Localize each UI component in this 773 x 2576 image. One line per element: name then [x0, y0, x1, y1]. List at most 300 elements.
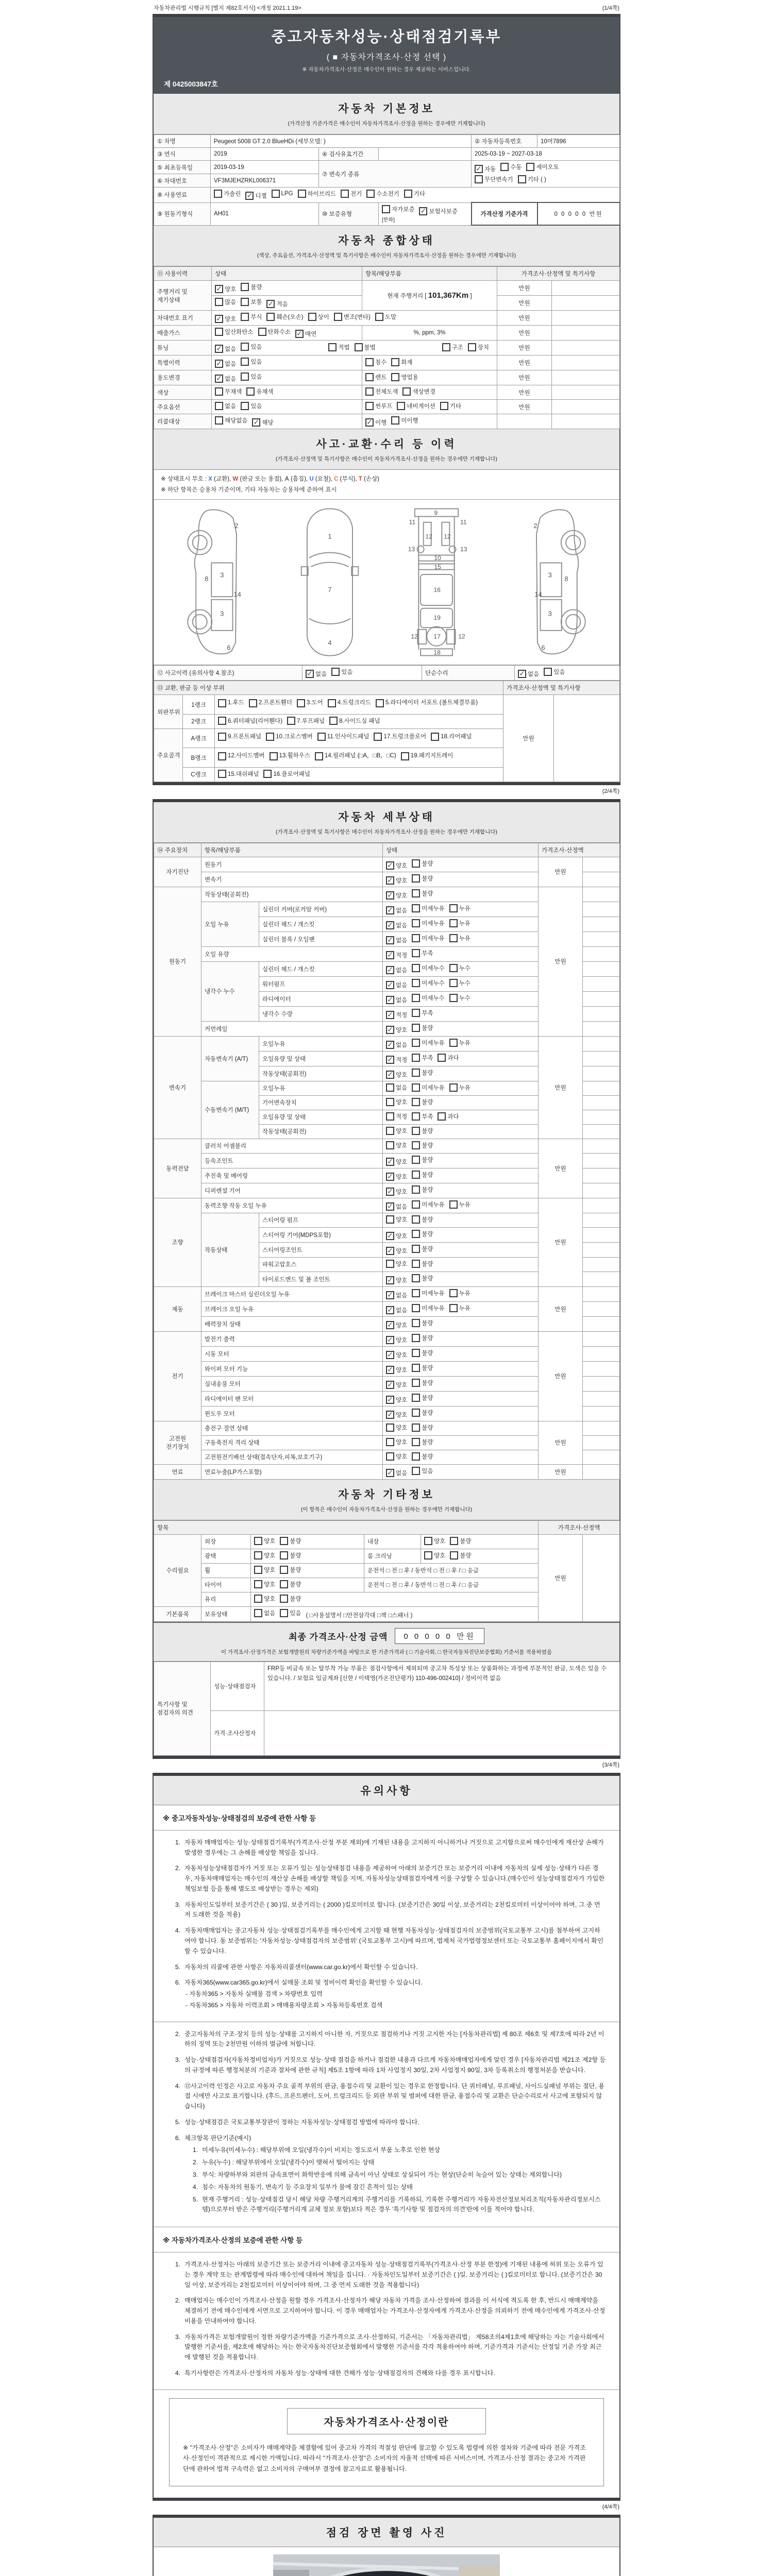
- checkbox-checked[interactable]: [518, 670, 539, 678]
- checkbox-unchecked[interactable]: [287, 717, 325, 725]
- checkbox-unchecked[interactable]: [355, 343, 376, 351]
- checkbox-unchecked[interactable]: [280, 1537, 301, 1545]
- checkbox-icon: [412, 1171, 420, 1179]
- checkbox-unchecked[interactable]: [449, 904, 470, 912]
- checkbox-unchecked[interactable]: [297, 697, 323, 709]
- checkbox-checked[interactable]: [386, 1247, 407, 1255]
- checkbox-unchecked[interactable]: [526, 163, 559, 171]
- detail-header: [154, 802, 619, 843]
- checkbox-unchecked[interactable]: [215, 328, 254, 336]
- checkbox-unchecked[interactable]: [328, 697, 371, 709]
- checkbox-unchecked[interactable]: [258, 328, 291, 336]
- checkbox-unchecked[interactable]: [449, 994, 470, 1002]
- checkbox-label: 5.라디에이터 서포트 (볼트체결부품): [385, 700, 478, 706]
- checkbox-unchecked[interactable]: [412, 1009, 433, 1017]
- checkbox-checked[interactable]: [386, 1158, 407, 1166]
- checkbox-unchecked[interactable]: [317, 731, 369, 743]
- checkbox-checked[interactable]: [386, 1202, 407, 1211]
- checkbox-unchecked[interactable]: [391, 373, 418, 381]
- svg-text:14: 14: [233, 590, 241, 599]
- checkbox-icon: ✓: [386, 1469, 394, 1477]
- checkbox-unchecked[interactable]: [365, 373, 386, 381]
- checkbox-unchecked[interactable]: [376, 697, 478, 709]
- checkbox-checked[interactable]: [266, 300, 288, 308]
- checkbox-unchecked[interactable]: [449, 1289, 470, 1297]
- checkbox-unchecked[interactable]: [365, 358, 386, 366]
- checkbox-checked[interactable]: [386, 1469, 407, 1477]
- checkbox-unchecked[interactable]: [438, 1112, 459, 1121]
- checkbox-icon: [254, 1595, 262, 1603]
- checkbox-checked[interactable]: [386, 876, 407, 885]
- checkbox-unchecked[interactable]: [449, 1304, 470, 1312]
- field-label: ① 차명: [154, 135, 211, 148]
- checkbox-unchecked[interactable]: [412, 1112, 433, 1121]
- checkbox-unchecked[interactable]: [241, 313, 262, 321]
- checkbox-label: 양호: [396, 1189, 408, 1195]
- legend-code: A: [284, 476, 289, 482]
- checkbox-unchecked[interactable]: [215, 387, 242, 396]
- checkbox-unchecked[interactable]: [365, 387, 398, 396]
- checkbox-checked[interactable]: [386, 1396, 407, 1404]
- checkbox-unchecked[interactable]: [500, 163, 522, 171]
- checkbox-checked[interactable]: [386, 1291, 407, 1299]
- checkbox-unchecked[interactable]: [218, 750, 265, 762]
- checkbox-label: 누유: [459, 920, 470, 927]
- checkbox-unchecked[interactable]: [402, 387, 435, 396]
- checkbox-checked[interactable]: [386, 966, 407, 974]
- checkbox-icon: ✓: [215, 285, 223, 293]
- notice-item: [167, 1962, 606, 1973]
- checkbox-unchecked[interactable]: [412, 1349, 433, 1357]
- blank-cell: [583, 1081, 620, 1095]
- row-label: 타이어: [201, 1578, 251, 1592]
- checkbox-icon: [412, 1304, 420, 1312]
- checkbox-icon: [412, 904, 420, 912]
- page-marker-2: (2/4쪽): [602, 788, 619, 794]
- checkbox-unchecked[interactable]: [412, 994, 444, 1002]
- checkbox-unchecked[interactable]: [298, 190, 337, 198]
- checkbox-checked[interactable]: [386, 1232, 407, 1240]
- checkbox-icon: ✓: [295, 330, 304, 338]
- checkbox-unchecked[interactable]: [412, 1409, 433, 1417]
- checkbox-unchecked[interactable]: [308, 313, 329, 321]
- car-diagram-frame: [392, 505, 482, 659]
- item-label: 충전구 절연 상태: [201, 1421, 383, 1435]
- checkbox-unchecked[interactable]: [386, 1438, 407, 1446]
- checkbox-icon: [412, 874, 420, 883]
- notice-item-number: 1.: [192, 2146, 198, 2154]
- mileage-condition: [212, 281, 362, 296]
- checkbox-unchecked[interactable]: [246, 387, 273, 396]
- checkbox-unchecked[interactable]: [424, 1537, 445, 1545]
- checkbox-unchecked[interactable]: [412, 1054, 433, 1062]
- checkbox-unchecked[interactable]: [254, 1580, 275, 1588]
- checkbox-unchecked[interactable]: [431, 731, 472, 743]
- checkbox-unchecked[interactable]: [218, 717, 282, 725]
- checkbox-checked[interactable]: [386, 1173, 407, 1181]
- checkbox-unchecked[interactable]: [449, 1200, 470, 1209]
- detail-row: [154, 1286, 620, 1301]
- checkbox-unchecked[interactable]: [341, 190, 362, 198]
- odometer-value: 101,367Km: [428, 291, 469, 300]
- checkbox-unchecked[interactable]: [412, 919, 444, 927]
- checkbox-unchecked[interactable]: [412, 1230, 433, 1238]
- item-label: 변속기: [201, 872, 383, 887]
- row-label: 배출가스: [154, 326, 212, 341]
- checkbox-unchecked[interactable]: [386, 1260, 407, 1268]
- checkbox-checked[interactable]: [215, 360, 236, 368]
- checkbox-unchecked[interactable]: [412, 1260, 433, 1268]
- checkbox-unchecked[interactable]: [386, 1083, 407, 1092]
- checkbox-unchecked[interactable]: [241, 358, 262, 366]
- checkbox-icon: ✓: [386, 1381, 394, 1389]
- checkbox-checked[interactable]: [386, 1071, 407, 1079]
- checkbox-unchecked[interactable]: [412, 1245, 433, 1253]
- checkbox-unchecked[interactable]: [412, 964, 444, 972]
- checkbox-unchecked[interactable]: [214, 190, 241, 198]
- checkbox-label: 불량: [422, 1410, 433, 1416]
- checkbox-unchecked[interactable]: [329, 717, 380, 725]
- final-price-note: 이 가격조사·산정가격은 보험개발원의 차량기준가액을 바탕으로 한 기준가격과 ( □ 기술사회, □ 한국자동차진단보증협회) 기준서를 적용하였음: [221, 1649, 552, 1655]
- checkbox-label: 양호: [396, 1128, 408, 1134]
- svg-text:2: 2: [533, 522, 537, 530]
- checkbox-checked[interactable]: [215, 345, 236, 353]
- checkbox-unchecked[interactable]: [391, 358, 412, 366]
- svg-text:9: 9: [434, 510, 438, 517]
- checkbox-unchecked[interactable]: [266, 313, 303, 321]
- checkbox-unchecked[interactable]: [412, 1379, 433, 1387]
- checkbox-unchecked[interactable]: [468, 343, 489, 351]
- checkbox-unchecked[interactable]: [331, 668, 352, 676]
- checkbox-label: 없음: [225, 361, 237, 367]
- checkbox-unchecked[interactable]: [412, 859, 433, 868]
- checkbox-unchecked[interactable]: [449, 979, 470, 987]
- checkbox-unchecked[interactable]: [280, 1566, 301, 1574]
- checkbox-label: 양호: [396, 1277, 408, 1284]
- checkbox-unchecked[interactable]: [215, 402, 236, 410]
- checkbox-checked[interactable]: [386, 1056, 407, 1064]
- checkbox-unchecked[interactable]: [270, 750, 310, 762]
- checkbox-unchecked[interactable]: [449, 964, 470, 972]
- checkbox-checked[interactable]: [386, 921, 407, 929]
- checkbox-icon: [424, 1551, 432, 1560]
- checkbox-unchecked[interactable]: [280, 1551, 301, 1560]
- item-label: 와이퍼 모터 기능: [201, 1361, 383, 1376]
- item-label: 오일유량 및 상태: [259, 1051, 383, 1066]
- item-label: 윈도우 모터: [201, 1406, 383, 1421]
- checkbox-unchecked[interactable]: [412, 1200, 444, 1209]
- checkbox-unchecked[interactable]: [315, 750, 396, 762]
- checkbox-unchecked[interactable]: [254, 1609, 275, 1617]
- column-header: 항목: [154, 1520, 539, 1534]
- checkbox-checked[interactable]: [475, 165, 496, 173]
- checkbox-unchecked[interactable]: [412, 1039, 444, 1047]
- checkbox-checked[interactable]: [386, 1321, 407, 1329]
- checkbox-label: 양호: [396, 1453, 408, 1460]
- checkbox-checked[interactable]: [386, 951, 407, 959]
- checkbox-unchecked[interactable]: [272, 190, 293, 198]
- checkbox-label: 10.크로스멤버: [276, 733, 313, 740]
- checkbox-icon: [431, 733, 439, 741]
- engine-type: AH01: [211, 202, 319, 225]
- checkbox-checked[interactable]: [419, 207, 458, 215]
- checkbox-checked[interactable]: [386, 1306, 407, 1314]
- checkbox-unchecked[interactable]: [412, 1171, 433, 1179]
- checkbox-unchecked[interactable]: [241, 343, 262, 351]
- checkbox-unchecked[interactable]: [412, 1364, 433, 1372]
- status-checks: [383, 961, 539, 976]
- checkbox-unchecked[interactable]: [386, 1141, 407, 1149]
- final-price-value: 0 0 0 0 0 만원: [395, 1628, 484, 1644]
- checkbox-unchecked[interactable]: [386, 1452, 407, 1461]
- status-checks: [383, 1095, 539, 1110]
- checkbox-unchecked[interactable]: [386, 1127, 407, 1135]
- checkbox-unchecked[interactable]: [382, 205, 414, 213]
- svg-text:13: 13: [408, 546, 415, 553]
- checkbox-unchecked[interactable]: [544, 668, 565, 676]
- status-checks: [383, 917, 539, 931]
- page-2: [153, 799, 620, 1759]
- checkbox-unchecked[interactable]: [334, 313, 371, 321]
- checkbox-unchecked[interactable]: [218, 731, 261, 743]
- page-marker-4: (4/4쪽): [602, 2503, 619, 2510]
- checkbox-unchecked[interactable]: [241, 372, 262, 381]
- etc-title: 자동차 기타정보: [338, 1488, 435, 1501]
- accident-history-row: [154, 665, 620, 681]
- checkbox-unchecked[interactable]: [412, 1156, 433, 1164]
- checkbox-icon: [412, 994, 420, 1002]
- checkbox-unchecked[interactable]: [391, 416, 418, 425]
- checkbox-unchecked[interactable]: [412, 1024, 433, 1032]
- checkbox-checked[interactable]: [386, 1411, 407, 1419]
- checkbox-unchecked[interactable]: [475, 175, 513, 183]
- blank-cell: [583, 1391, 620, 1406]
- checkbox-unchecked[interactable]: [386, 1423, 407, 1432]
- checkbox-icon: [298, 190, 306, 198]
- checkbox-icon: ✓: [386, 921, 394, 929]
- checkbox-checked[interactable]: [215, 375, 236, 383]
- checkbox-unchecked[interactable]: [375, 313, 396, 321]
- checkbox-unchecked[interactable]: [412, 1069, 433, 1077]
- page-marker-1: (1/4쪽): [602, 5, 619, 11]
- notice-item-number: 2.: [175, 2030, 180, 2038]
- checkbox-checked[interactable]: [215, 285, 236, 293]
- checkbox-unchecked[interactable]: [249, 697, 292, 709]
- checkbox-unchecked[interactable]: [254, 1595, 275, 1603]
- checkbox-unchecked[interactable]: [241, 283, 262, 291]
- checkbox-checked[interactable]: [252, 418, 273, 427]
- checkbox-unchecked[interactable]: [412, 1304, 444, 1312]
- checkbox-checked[interactable]: [386, 936, 407, 944]
- checkbox-icon: [386, 1127, 394, 1135]
- checkbox-label: 없음: [396, 1307, 408, 1314]
- checkbox-icon: ✓: [306, 670, 314, 678]
- checkbox-label: 불량: [422, 860, 433, 867]
- page-4: [153, 2515, 620, 2576]
- checkbox-unchecked[interactable]: [386, 1215, 407, 1224]
- checkbox-checked[interactable]: [386, 906, 407, 914]
- checkbox-unchecked[interactable]: [412, 1185, 433, 1194]
- checkbox-unchecked[interactable]: [412, 1215, 433, 1224]
- checkbox-unchecked[interactable]: [386, 1112, 407, 1121]
- checkbox-checked[interactable]: [386, 1366, 407, 1374]
- checkbox-unchecked[interactable]: [412, 1098, 433, 1106]
- checkbox-unchecked[interactable]: [412, 904, 444, 912]
- checkbox-icon: [375, 313, 383, 321]
- checkbox-unchecked[interactable]: [412, 1423, 433, 1432]
- checkbox-unchecked[interactable]: [412, 1319, 433, 1327]
- checkbox-unchecked[interactable]: [412, 1083, 444, 1092]
- legend-code: T: [358, 476, 362, 482]
- inspector-role: 성능·상태점검자: [211, 1662, 264, 1710]
- checkbox-checked[interactable]: [306, 670, 327, 678]
- checkbox-checked[interactable]: [386, 996, 407, 1004]
- checkbox-label: 불량: [422, 1070, 433, 1076]
- checkbox-unchecked[interactable]: [412, 1438, 433, 1446]
- checkbox-unchecked[interactable]: [404, 190, 425, 198]
- registration-number: 10머7896: [537, 135, 620, 148]
- checkbox-unchecked[interactable]: [412, 979, 444, 987]
- checkbox-unchecked[interactable]: [280, 1580, 301, 1588]
- checkbox-unchecked[interactable]: [449, 1083, 470, 1092]
- checkbox-icon: [412, 1156, 420, 1164]
- checkbox-unchecked[interactable]: [365, 402, 392, 410]
- notice-item: [167, 2055, 606, 2076]
- checkbox-checked[interactable]: [365, 418, 386, 427]
- gloss-status: [251, 1549, 364, 1563]
- checkbox-icon: [266, 733, 274, 741]
- accident-history-status: [303, 666, 422, 681]
- model-year: 2019: [211, 148, 319, 161]
- column-header: ⑭ 주요장치: [154, 843, 201, 857]
- checkbox-unchecked[interactable]: [241, 298, 262, 306]
- checkbox-unchecked[interactable]: [449, 919, 470, 927]
- checkbox-unchecked[interactable]: [280, 1609, 301, 1617]
- checkbox-unchecked[interactable]: [438, 1054, 459, 1062]
- svg-text:12: 12: [425, 533, 433, 540]
- photo-header: [154, 2518, 619, 2547]
- notice-sub-item: - 자동차365 > 자동차 이력조회 > 매매용차량조회 > 자동차등록번호 검색: [186, 2001, 383, 2009]
- checkbox-unchecked[interactable]: [366, 190, 399, 198]
- blank-cell: [583, 1139, 620, 1153]
- checkbox-checked[interactable]: [386, 1276, 407, 1284]
- checkbox-unchecked[interactable]: [215, 298, 236, 306]
- checkbox-unchecked[interactable]: [254, 1537, 275, 1545]
- checkbox-checked[interactable]: [386, 861, 407, 870]
- checkbox-label: 양호: [396, 1382, 408, 1388]
- checkbox-unchecked[interactable]: [218, 770, 259, 778]
- status-checks: [383, 1257, 539, 1272]
- checkbox-icon: [412, 1467, 420, 1475]
- checkbox-checked[interactable]: [386, 1336, 407, 1344]
- checkbox-unchecked[interactable]: [412, 1274, 433, 1282]
- checkbox-checked[interactable]: [245, 192, 266, 200]
- checkbox-unchecked[interactable]: [412, 949, 433, 957]
- checkbox-unchecked[interactable]: [328, 343, 349, 351]
- checkbox-unchecked[interactable]: [218, 697, 244, 709]
- checkbox-unchecked[interactable]: [386, 1098, 407, 1106]
- checkbox-unchecked[interactable]: [450, 1551, 471, 1560]
- checkbox-unchecked[interactable]: [412, 1394, 433, 1402]
- checkbox-unchecked[interactable]: [449, 934, 470, 942]
- special-history: [212, 355, 362, 370]
- notice-item-text: 특기사항란은 가격조사·산정자의 자동차 성능·상태에 대한 견해가 성능·상태점검자의 견해와 다를 경우 표시합니다.: [184, 2369, 495, 2377]
- checkbox-unchecked[interactable]: [401, 750, 453, 762]
- checkbox-unchecked[interactable]: [412, 1127, 433, 1135]
- checkbox-label: 없음: [315, 671, 327, 678]
- checkbox-checked[interactable]: [215, 315, 236, 323]
- checkbox-unchecked[interactable]: [412, 934, 444, 942]
- checkbox-unchecked[interactable]: [263, 770, 310, 778]
- blank-cell: [552, 281, 620, 296]
- sub-group-label: 수동변속기 (M/T): [201, 1081, 259, 1139]
- item-label: 냉각수 수량: [259, 1006, 383, 1021]
- recall-status: [362, 414, 497, 429]
- checkbox-unchecked[interactable]: [374, 731, 426, 743]
- checkbox-checked[interactable]: [386, 1026, 407, 1034]
- checkbox-unchecked[interactable]: [397, 402, 435, 410]
- checkbox-checked[interactable]: [386, 1011, 407, 1019]
- notice-item-number: 6.: [175, 2134, 180, 2142]
- checkbox-unchecked[interactable]: [280, 1595, 301, 1603]
- checkbox-unchecked[interactable]: [440, 402, 461, 410]
- blank-cell: [552, 311, 620, 326]
- checkbox-unchecked[interactable]: [412, 889, 433, 897]
- checkbox-unchecked[interactable]: [412, 874, 433, 883]
- checkbox-unchecked[interactable]: [215, 416, 247, 425]
- checkbox-checked[interactable]: [295, 330, 316, 338]
- checkbox-unchecked[interactable]: [266, 731, 313, 743]
- checkbox-unchecked[interactable]: [449, 1039, 470, 1047]
- device-label: 전기: [154, 1331, 201, 1421]
- checkbox-label: 미세누유: [422, 920, 445, 927]
- checkbox-label: 없음: [396, 937, 408, 944]
- checkbox-label: 없음: [396, 982, 408, 989]
- checkbox-checked[interactable]: [386, 891, 407, 900]
- checkbox-unchecked[interactable]: [424, 1551, 445, 1560]
- checkbox-unchecked[interactable]: [412, 1467, 433, 1475]
- checkbox-icon: [442, 343, 450, 351]
- checkbox-unchecked[interactable]: [518, 175, 546, 183]
- item-label: 오일누유: [259, 1081, 383, 1095]
- item-label: 타이로드엔드 및 볼 조인트: [259, 1272, 383, 1286]
- checkbox-unchecked[interactable]: [254, 1551, 275, 1560]
- checkbox-unchecked[interactable]: [254, 1566, 275, 1574]
- blank-cell: [583, 917, 620, 931]
- checkbox-unchecked[interactable]: [450, 1537, 471, 1545]
- checkbox-checked[interactable]: [386, 1188, 407, 1196]
- checkbox-label: 없음: [396, 1292, 408, 1299]
- checkbox-unchecked[interactable]: [241, 402, 262, 410]
- checkbox-unchecked[interactable]: [412, 1452, 433, 1461]
- checkbox-icon: [412, 1230, 420, 1238]
- basic-info-table: [154, 134, 620, 226]
- checkbox-icon: ✓: [386, 1041, 394, 1049]
- rankB-items: [215, 748, 503, 768]
- item-label: 스티어링조인트: [259, 1242, 383, 1257]
- checkbox-label: 부식: [250, 314, 262, 320]
- checkbox-label: 양호: [396, 1367, 408, 1374]
- checkbox-checked[interactable]: [386, 1351, 407, 1359]
- checkbox-checked[interactable]: [386, 981, 407, 989]
- checkbox-unchecked[interactable]: [412, 1141, 433, 1149]
- checkbox-unchecked[interactable]: [412, 1334, 433, 1342]
- checkbox-unchecked[interactable]: [412, 1289, 444, 1297]
- checkbox-checked[interactable]: [386, 1381, 407, 1389]
- blank-cell: [552, 326, 620, 341]
- checkbox-checked[interactable]: [386, 1041, 407, 1049]
- checkbox-unchecked[interactable]: [442, 343, 463, 351]
